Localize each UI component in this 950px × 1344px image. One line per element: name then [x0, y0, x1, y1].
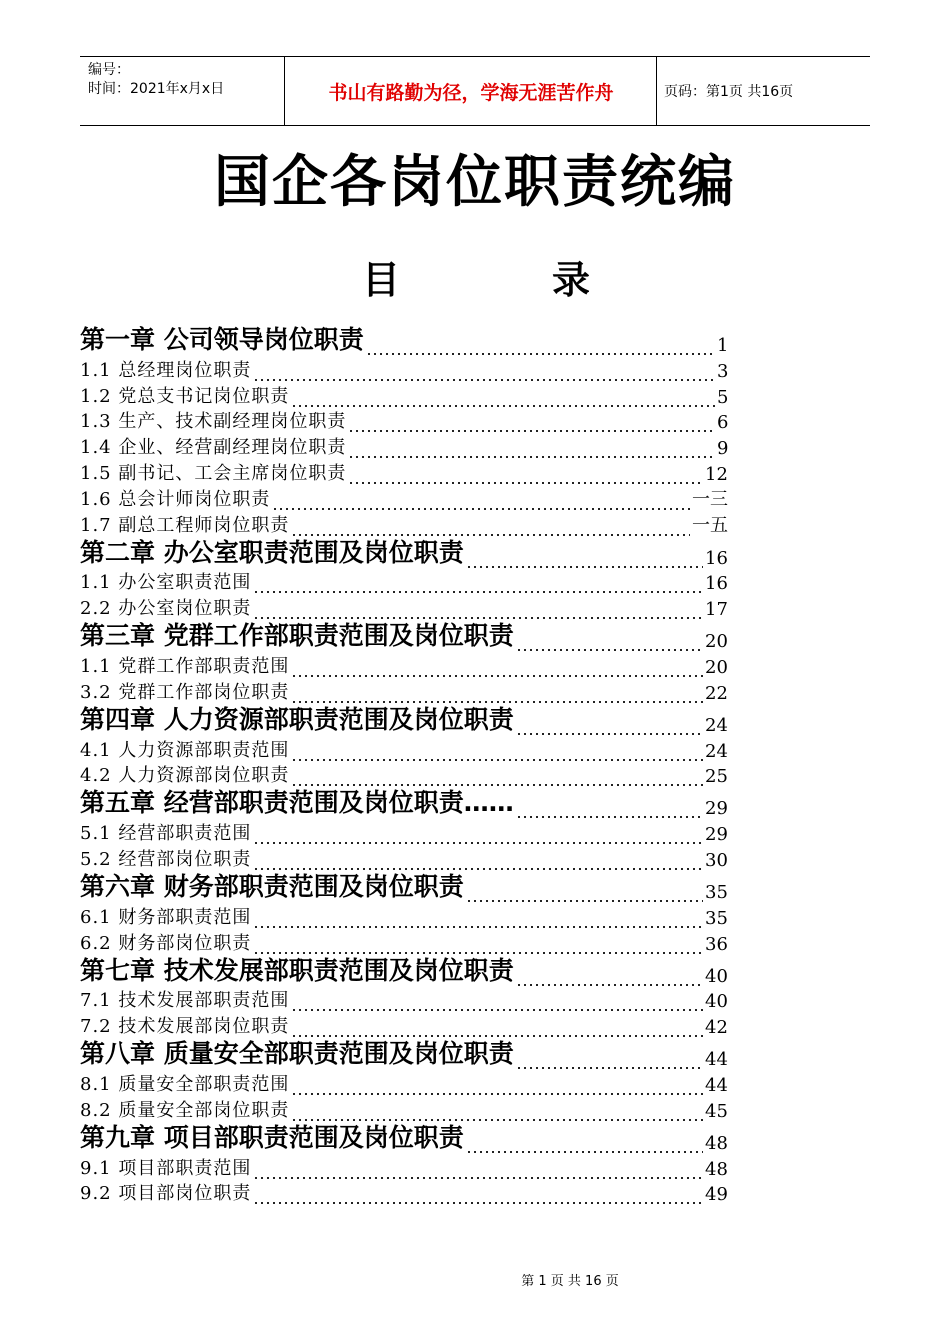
header-divider	[656, 57, 657, 125]
toc-entry-label: 6.1 财务部职责范围	[80, 906, 252, 928]
toc-chapter-row[interactable]	[80, 1124, 760, 1156]
toc-entry-page: 16	[705, 547, 728, 569]
table-of-contents	[80, 326, 760, 1207]
toc-entry-label: 1.3 生产、技术副经理岗位职责	[80, 411, 347, 433]
toc-entry-label: 第七章 技术发展部职责范围及岗位职责	[80, 955, 514, 985]
toc-leader-dots	[516, 1067, 703, 1069]
document-title: 国企各岗位职责统编	[214, 150, 736, 215]
toc-leader-dots	[253, 1202, 703, 1204]
toc-entry-label: 7.1 技术发展部职责范围	[80, 990, 290, 1012]
toc-section-row[interactable]	[80, 410, 760, 436]
header-page-info: 页码：第1页 共16页	[664, 84, 794, 100]
toc-leader-dots	[291, 675, 703, 677]
toc-leader-dots	[272, 508, 690, 510]
toc-leader-dots	[291, 1009, 703, 1011]
toc-entry-label: 3.2 党群工作部岗位职责	[80, 681, 290, 703]
toc-leader-dots	[516, 733, 703, 735]
toc-entry-page: 44	[705, 1049, 728, 1071]
toc-chapter-row[interactable]	[80, 1040, 760, 1072]
header-table	[80, 56, 870, 126]
toc-leader-dots	[466, 1151, 703, 1153]
toc-section-row[interactable]	[80, 1182, 760, 1208]
toc-entry-label: 1.1 办公室职责范围	[80, 572, 252, 594]
toc-section-row[interactable]	[80, 461, 760, 487]
toc-entry-label: 4.2 人力资源部岗位职责	[80, 765, 290, 787]
toc-leader-dots	[291, 759, 703, 761]
toc-leader-dots	[516, 816, 703, 818]
toc-entry-page: 40	[705, 965, 728, 987]
toc-leader-dots	[291, 405, 715, 407]
toc-entry-label: 1.6 总会计师岗位职责	[80, 488, 271, 510]
toc-leader-dots	[253, 591, 703, 593]
toc-leader-dots	[516, 984, 703, 986]
toc-entry-page: 24	[705, 740, 728, 762]
toc-entry-page: 5	[717, 386, 729, 408]
toc-entry-label: 4.1 人力资源部职责范围	[80, 739, 290, 761]
toc-entry-label: 1.2 党总支书记岗位职责	[80, 385, 290, 407]
toc-entry-page: 一五	[692, 514, 728, 536]
toc-chapter-row[interactable]	[80, 706, 760, 738]
toc-leader-dots	[253, 1177, 703, 1179]
toc-chapter-row[interactable]	[80, 539, 760, 571]
toc-section-row[interactable]	[80, 435, 760, 461]
toc-entry-label: 2.2 办公室岗位职责	[80, 598, 252, 620]
toc-entry-page: 49	[705, 1184, 728, 1206]
toc-entry-label: 1.7 副总工程师岗位职责	[80, 514, 290, 536]
toc-heading	[0, 254, 950, 306]
toc-entry-label: 第五章 经营部职责范围及岗位职责……	[80, 788, 514, 818]
page-footer: 第 1 页 共 16 页	[521, 1274, 619, 1289]
toc-leader-dots	[348, 482, 703, 484]
toc-entry-page: 一三	[692, 488, 728, 510]
toc-leader-dots	[253, 926, 703, 928]
toc-entry-label: 第一章 公司领导岗位职责	[80, 325, 364, 354]
toc-entry-label: 6.2 财务部岗位职责	[80, 932, 252, 954]
toc-entry-page: 24	[705, 714, 728, 736]
toc-entry-label: 9.1 项目部职责范围	[80, 1157, 252, 1179]
toc-section-row[interactable]	[80, 358, 760, 384]
toc-section-row[interactable]	[80, 905, 760, 931]
toc-entry-label: 第三章 党群工作部职责范围及岗位职责	[80, 621, 514, 651]
toc-entry-page: 36	[705, 933, 728, 955]
toc-entry-label: 9.2 项目部岗位职责	[80, 1183, 252, 1205]
toc-entry-page: 30	[705, 849, 728, 871]
toc-entry-page: 35	[705, 907, 728, 929]
toc-leader-dots	[466, 566, 703, 568]
toc-entry-label: 第八章 质量安全部职责范围及岗位职责	[80, 1039, 514, 1069]
toc-entry-page: 20	[705, 656, 728, 678]
number-label: 编号：	[88, 62, 130, 78]
toc-chapter-row[interactable]	[80, 326, 760, 358]
toc-entry-label: 5.1 经营部职责范围	[80, 823, 252, 845]
toc-entry-label: 8.2 质量安全部岗位职责	[80, 1099, 290, 1121]
toc-section-row[interactable]	[80, 1072, 760, 1098]
toc-chapter-row[interactable]	[80, 873, 760, 905]
toc-entry-label: 第六章 财务部职责范围及岗位职责	[80, 871, 464, 901]
toc-chapter-row[interactable]	[80, 789, 760, 821]
toc-heading-left: 目	[362, 258, 401, 302]
toc-entry-page: 48	[705, 1132, 728, 1154]
toc-entry-label: 第九章 项目部职责范围及岗位职责	[80, 1122, 464, 1152]
toc-chapter-row[interactable]	[80, 622, 760, 654]
toc-section-row[interactable]	[80, 571, 760, 597]
toc-entry-page: 1	[717, 335, 729, 356]
toc-entry-label: 1.5 副书记、工会主席岗位职责	[80, 462, 347, 484]
toc-section-row[interactable]	[80, 1156, 760, 1182]
toc-entry-label: 1.1 总经理岗位职责	[80, 359, 252, 381]
toc-entry-page: 25	[705, 766, 728, 788]
toc-entry-label: 1.4 企业、经营副经理岗位职责	[80, 437, 347, 459]
toc-leader-dots	[348, 430, 715, 432]
toc-leader-dots	[348, 456, 715, 458]
toc-entry-page: 40	[705, 991, 728, 1013]
toc-section-row[interactable]	[80, 989, 760, 1015]
toc-entry-label: 5.2 经营部岗位职责	[80, 848, 252, 870]
toc-entry-label: 7.2 技术发展部岗位职责	[80, 1016, 290, 1038]
toc-leader-dots	[253, 842, 703, 844]
toc-entry-page: 9	[717, 438, 729, 460]
toc-leader-dots	[466, 900, 703, 902]
toc-entry-page: 35	[705, 881, 728, 903]
toc-section-row[interactable]	[80, 384, 760, 410]
header-motto: 书山有路勤为径，学海无涯苦作舟	[328, 81, 614, 104]
header-divider	[284, 57, 285, 125]
toc-entry-page: 29	[705, 798, 728, 820]
toc-entry-page: 6	[717, 412, 729, 434]
toc-entry-page: 22	[705, 682, 728, 704]
toc-entry-page: 48	[705, 1158, 728, 1180]
time-label: 时间：2021年x月x日	[88, 81, 225, 97]
toc-entry-page: 12	[705, 463, 728, 485]
toc-leader-dots	[516, 649, 703, 651]
toc-entry-page: 29	[705, 824, 728, 846]
toc-leader-dots	[291, 1093, 703, 1095]
toc-heading-right: 录	[552, 258, 591, 302]
toc-entry-label: 8.1 质量安全部职责范围	[80, 1073, 290, 1095]
toc-section-row[interactable]	[80, 738, 760, 764]
toc-entry-page: 42	[705, 1017, 728, 1039]
toc-entry-page: 20	[705, 631, 728, 653]
header-meta	[88, 61, 284, 99]
toc-leader-dots	[366, 353, 715, 355]
toc-entry-label: 1.1 党群工作部职责范围	[80, 655, 290, 677]
toc-section-row[interactable]	[80, 821, 760, 847]
toc-leader-dots	[253, 379, 715, 381]
toc-entry-page: 3	[717, 360, 729, 382]
toc-entry-page: 16	[705, 573, 728, 595]
toc-section-row[interactable]	[80, 654, 760, 680]
toc-entry-label: 第四章 人力资源部职责范围及岗位职责	[80, 704, 514, 734]
toc-entry-page: 45	[705, 1100, 728, 1122]
toc-entry-label: 第二章 办公室职责范围及岗位职责	[80, 537, 464, 567]
toc-section-row[interactable]	[80, 487, 760, 513]
toc-entry-page: 17	[705, 599, 728, 621]
toc-entry-page: 44	[705, 1074, 728, 1096]
toc-chapter-row[interactable]	[80, 957, 760, 989]
